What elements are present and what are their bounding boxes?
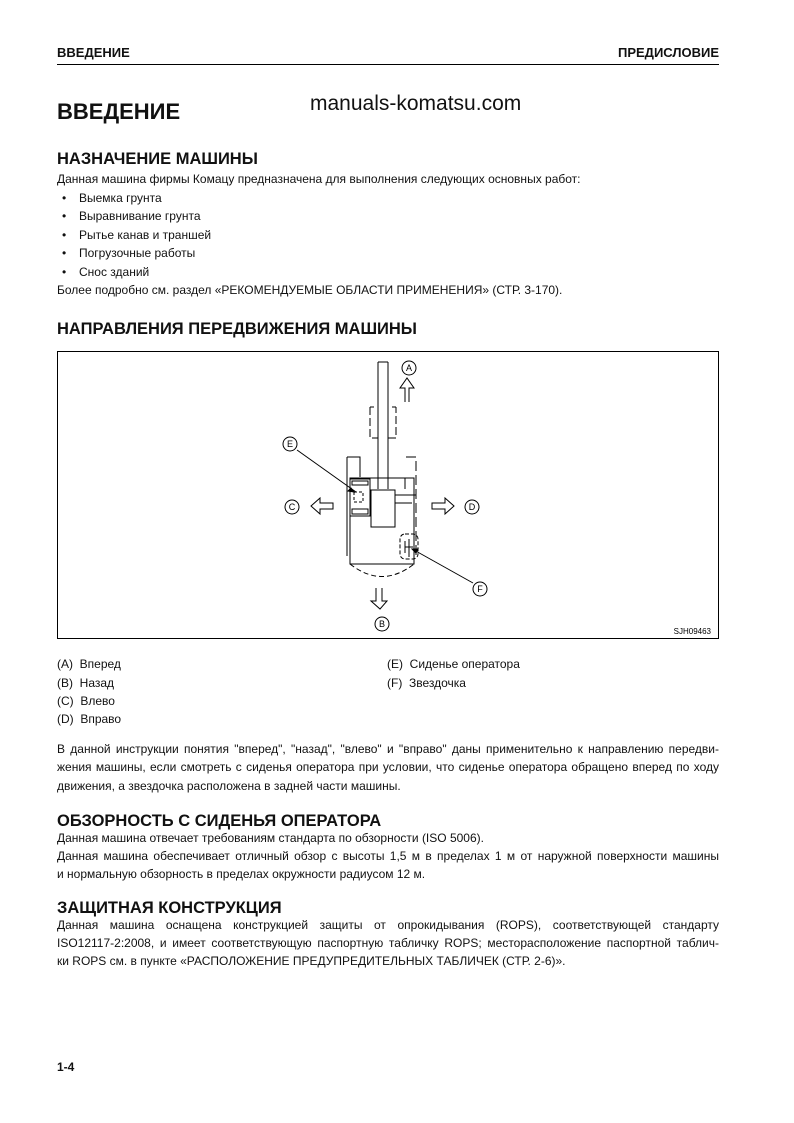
legend-a: (A) Вперед xyxy=(57,657,121,671)
boom-outline xyxy=(370,362,396,489)
visibility-line: Данная машина отвечает требованиям стандарта по обзорности (ISO 5006). xyxy=(57,831,484,845)
figure-code: SJH09463 xyxy=(673,627,711,636)
legend-d: (D) Вправо xyxy=(57,712,122,726)
legend-b: (B) Назад xyxy=(57,676,115,690)
section-heading-directions: НАПРАВЛЕНИЯ ПЕРЕДВИЖЕНИЯ МАШИНЫ xyxy=(57,320,417,338)
leader-line-f xyxy=(414,550,473,583)
section-heading-purpose: НАЗНАЧЕНИЕ МАШИНЫ xyxy=(57,150,258,168)
purpose-intro: Данная машина фирмы Комацу предназначена для выполнения следующих основных работ: xyxy=(57,172,581,186)
arrow-forward-icon xyxy=(400,378,414,402)
label-f: F xyxy=(477,584,483,594)
label-c: C xyxy=(288,502,296,512)
section-heading-rops: ЗАЩИТНАЯ КОНСТРУКЦИЯ xyxy=(57,899,282,917)
label-a: A xyxy=(405,363,413,373)
directions-paragraph-line: жения машины, если смотреть с сиденья оператора при условии, что сиденье оператора обращено вперед по ходу xyxy=(57,760,719,774)
rops-line: ISO12117-2:2008, и имеет соответствующую паспортную табличку ROPS; месторасположение паспортной таблич- xyxy=(57,936,719,950)
list-item: • Снос зданий xyxy=(62,265,150,279)
sprocket xyxy=(400,534,418,559)
list-item: • Погрузочные работы xyxy=(62,246,196,260)
label-b: B xyxy=(378,619,386,629)
list-item: • Выравнивание грунта xyxy=(62,209,201,223)
arrow-right-icon xyxy=(432,498,454,514)
directions-paragraph-line: В данной инструкции понятия "вперед", "назад", "влево" и "вправо" даны применительно к направлению передви- xyxy=(57,742,719,756)
machine-directions-diagram xyxy=(57,351,719,639)
legend-c: (C) Влево xyxy=(57,694,115,708)
watermark: manuals-komatsu.com xyxy=(310,92,522,115)
section-heading-visibility: ОБЗОРНОСТЬ С СИДЕНЬЯ ОПЕРАТОРА xyxy=(57,812,382,830)
list-item: • Выемка грунта xyxy=(62,191,162,205)
visibility-line: Данная машина обеспечивает отличный обзор с высоты 1,5 м в пределах 1 м от наружной поверхности машины xyxy=(57,849,719,863)
header-rule xyxy=(57,64,719,65)
running-header-right: ПРЕДИСЛОВИЕ xyxy=(618,45,719,60)
purpose-reference: Более подробно см. раздел «РЕКОМЕНДУЕМЫЕ ОБЛАСТИ ПРИМЕНЕНИЯ» (СТР. 3-170). xyxy=(57,283,563,297)
page-title: ВВЕДЕНИЕ xyxy=(57,99,181,124)
arrow-left-icon xyxy=(311,498,333,514)
legend-f: (F) Звездочка xyxy=(387,676,466,690)
legend-e: (E) Сиденье оператора xyxy=(387,657,520,671)
arrow-back-icon xyxy=(371,588,387,609)
rops-line: ки ROPS см. в пункте «РАСПОЛОЖЕНИЕ ПРЕДУПРЕДИТЕЛЬНЫХ ТАБЛИЧЕК (СТР. 2-6)». xyxy=(57,954,566,968)
operator-seat xyxy=(350,479,370,516)
visibility-line: и нормальную обзорность в пределах окружности радиусом 12 м. xyxy=(57,867,426,881)
directions-paragraph-line: движения, а звездочка расположена в задней части машины. xyxy=(57,779,401,793)
rops-line: Данная машина оснащена конструкцией защиты от опрокидывания (ROPS), соответствующей стандарту xyxy=(57,918,719,932)
running-header-left: ВВЕДЕНИЕ xyxy=(57,45,130,60)
label-e: E xyxy=(286,439,294,449)
label-d: D xyxy=(468,502,476,512)
page-number: 1-4 xyxy=(57,1060,75,1074)
list-item: • Рытье канав и траншей xyxy=(62,228,212,242)
